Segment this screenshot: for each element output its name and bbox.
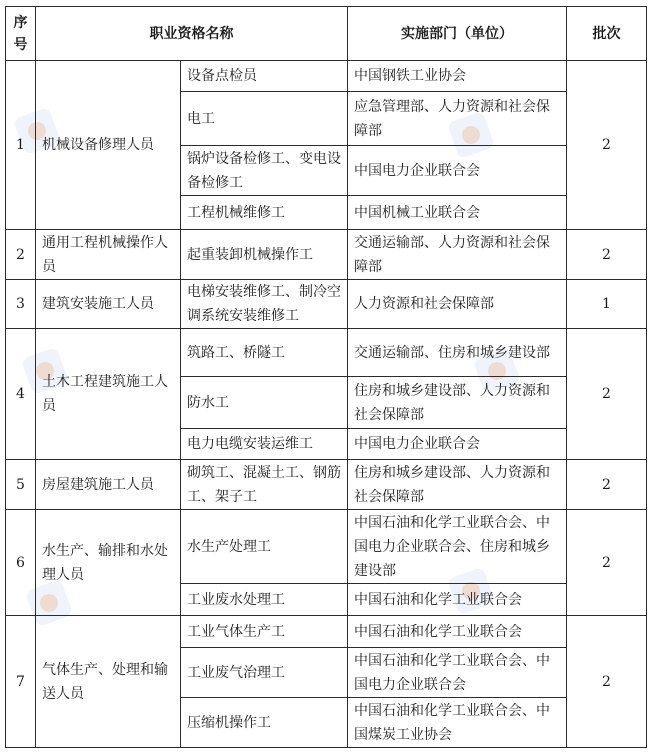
row-item: 筑路工、桥隧工 — [181, 329, 348, 377]
row-item: 砌筑工、混凝土工、钢筋工、架子工 — [181, 460, 348, 510]
row-dept: 中国钢铁工业协会 — [348, 61, 567, 92]
row-seq: 4 — [6, 329, 36, 460]
row-category: 土木工程建筑施工人员 — [36, 329, 181, 460]
row-seq: 1 — [6, 61, 36, 230]
table-row — [6, 280, 647, 329]
header-name: 职业资格名称 — [36, 7, 348, 61]
row-category: 房屋建筑施工人员 — [36, 460, 181, 510]
row-item: 工程机械维修工 — [181, 196, 348, 230]
header-batch: 批次 — [567, 7, 647, 61]
row-item: 水生产处理工 — [181, 510, 348, 584]
table-row — [6, 616, 647, 648]
row-batch: 2 — [567, 329, 647, 460]
row-category: 机械设备修理人员 — [36, 61, 181, 230]
row-item: 工业气体生产工 — [181, 616, 348, 648]
row-dept: 中国机械工业联合会 — [348, 196, 567, 230]
row-category: 建筑安装施工人员 — [36, 280, 181, 329]
row-batch: 2 — [567, 460, 647, 510]
row-item: 电力电缆安装运维工 — [181, 429, 348, 460]
row-dept: 应急管理部、人力资源和社会保障部 — [348, 92, 567, 146]
table-row — [6, 61, 647, 92]
table-row — [6, 510, 647, 584]
row-dept: 中国电力企业联合会 — [348, 429, 567, 460]
row-category: 水生产、输排和水处理人员 — [36, 510, 181, 616]
table-row — [6, 329, 647, 377]
row-item: 工业废气治理工 — [181, 648, 348, 698]
row-item: 设备点检员 — [181, 61, 348, 92]
row-category: 通用工程机械操作人员 — [36, 230, 181, 280]
row-dept: 中国石油和化学工业联合会 — [348, 616, 567, 648]
row-batch: 2 — [567, 510, 647, 616]
row-item: 工业废水处理工 — [181, 584, 348, 616]
header-seq — [6, 7, 36, 61]
row-batch: 1 — [567, 280, 647, 329]
qualification-table — [5, 6, 647, 748]
row-item: 起重装卸机械操作工 — [181, 230, 348, 280]
row-seq: 6 — [6, 510, 36, 616]
row-seq: 7 — [6, 616, 36, 748]
table-header-row — [6, 7, 647, 61]
row-item: 电梯安装维修工、制冷空调系统安装维修工 — [181, 280, 348, 329]
row-dept: 中国石油和化学工业联合会 — [348, 584, 567, 616]
row-dept: 中国石油和化学工业联合会、中国煤炭工业协会 — [348, 698, 567, 748]
row-dept: 交通运输部、住房和城乡建设部 — [348, 329, 567, 377]
row-dept: 中国石油和化学工业联合会、中国电力企业联合会 — [348, 648, 567, 698]
row-dept: 住房和城乡建设部、人力资源和社会保障部 — [348, 460, 567, 510]
row-dept: 交通运输部、人力资源和社会保障部 — [348, 230, 567, 280]
row-item: 锅炉设备检修工、变电设备检修工 — [181, 146, 348, 196]
row-dept: 人力资源和社会保障部 — [348, 280, 567, 329]
row-seq: 5 — [6, 460, 36, 510]
table-row — [6, 230, 647, 280]
row-dept: 中国电力企业联合会 — [348, 146, 567, 196]
row-dept: 中国石油和化学工业联合会、中国电力企业联合会、住房和城乡建设部 — [348, 510, 567, 584]
row-item: 电工 — [181, 92, 348, 146]
row-batch: 2 — [567, 616, 647, 748]
header-dept: 实施部门（单位） — [348, 7, 567, 61]
row-batch: 2 — [567, 230, 647, 280]
row-dept: 住房和城乡建设部、人力资源和社会保障部 — [348, 377, 567, 429]
row-category: 气体生产、处理和输送人员 — [36, 616, 181, 748]
row-seq: 2 — [6, 230, 36, 280]
table-row — [6, 460, 647, 510]
header-seq-text: 序号 — [13, 14, 28, 53]
row-batch: 2 — [567, 61, 647, 230]
row-seq: 3 — [6, 280, 36, 329]
row-item: 压缩机操作工 — [181, 698, 348, 748]
row-item: 防水工 — [181, 377, 348, 429]
